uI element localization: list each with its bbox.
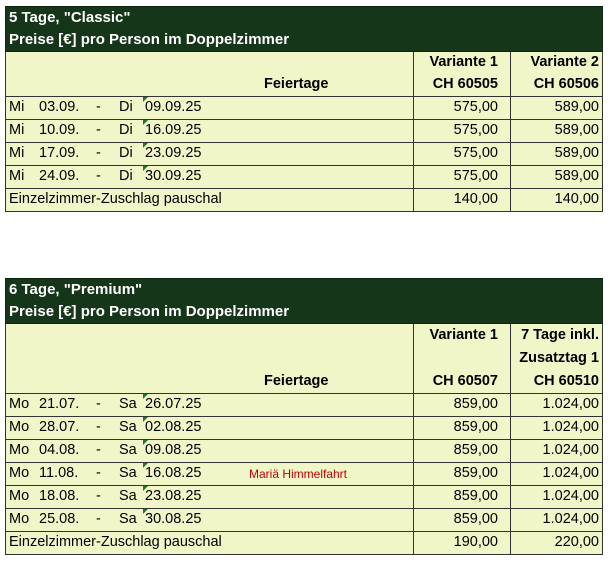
- date-separator: -: [96, 396, 101, 412]
- end-date: 23.09.25: [145, 145, 202, 161]
- table-row: [5, 486, 603, 509]
- end-date: 02.08.25: [145, 419, 202, 435]
- column-header: [5, 324, 603, 394]
- variant1-header: Variante 1: [429, 327, 498, 343]
- surcharge-price-2: 220,00: [554, 534, 599, 550]
- start-date: 04.08.: [39, 442, 80, 458]
- price-variant-1: 859,00: [453, 419, 498, 435]
- price-table-classic: [5, 6, 603, 212]
- start-date: 24.09.: [39, 168, 80, 184]
- column-header: [5, 52, 603, 97]
- end-weekday: Sa: [119, 488, 137, 504]
- table-row: [5, 440, 603, 463]
- date-separator: -: [96, 419, 101, 435]
- table-row: [5, 166, 603, 189]
- table-row: [5, 143, 603, 166]
- start-weekday: Mo: [9, 511, 30, 527]
- holiday-note: Mariä Himmelfahrt: [249, 467, 348, 481]
- price-variant-1: 859,00: [453, 488, 498, 504]
- price-variant-1: 859,00: [453, 465, 498, 481]
- date-separator: -: [96, 168, 101, 184]
- variant2-subheader: Zusatztag 1: [519, 350, 599, 366]
- variant2-code: CH 60510: [533, 373, 599, 389]
- single-room-surcharge-row: [5, 189, 603, 212]
- single-room-surcharge-row: [5, 532, 603, 555]
- start-weekday: Mo: [9, 465, 30, 481]
- start-weekday: Mi: [9, 122, 25, 138]
- variant2-header: 7 Tage inkl.: [521, 327, 599, 343]
- end-weekday: Di: [119, 145, 133, 161]
- table-row: [5, 463, 603, 486]
- surcharge-price-1: 190,00: [453, 534, 498, 550]
- start-weekday: Mo: [9, 488, 30, 504]
- price-table-premium: [5, 278, 603, 555]
- surcharge-label: Einzelzimmer-Zuschlag pauschal: [9, 191, 222, 207]
- table-row: [5, 120, 603, 143]
- end-weekday: Di: [119, 168, 133, 184]
- price-variant-1: 575,00: [453, 145, 498, 161]
- holidays-header: Feiertage: [264, 373, 329, 389]
- date-separator: -: [96, 442, 101, 458]
- start-date: 11.08.: [39, 465, 79, 481]
- variant1-code: CH 60505: [432, 76, 498, 92]
- surcharge-label: Einzelzimmer-Zuschlag pauschal: [9, 534, 222, 550]
- end-date: 09.08.25: [145, 442, 202, 458]
- date-separator: -: [96, 511, 101, 527]
- start-date: 10.09.: [39, 122, 80, 138]
- date-separator: -: [96, 122, 101, 138]
- end-date: 09.09.25: [145, 99, 202, 115]
- price-variant-1: 859,00: [453, 396, 498, 412]
- variant1-code: CH 60507: [432, 373, 498, 389]
- price-variant-1: 575,00: [453, 168, 498, 184]
- table-row: [5, 394, 603, 417]
- end-weekday: Sa: [119, 465, 137, 481]
- start-date: 28.07.: [39, 419, 80, 435]
- start-weekday: Mo: [9, 442, 30, 458]
- holidays-header: Feiertage: [264, 76, 329, 92]
- end-weekday: Di: [119, 122, 133, 138]
- end-date: 30.09.25: [145, 168, 202, 184]
- variant2-header: Variante 2: [530, 54, 599, 70]
- table-title: 5 Tage, "Classic": [9, 9, 131, 26]
- price-variant-2: 1.024,00: [542, 419, 599, 435]
- start-weekday: Mi: [9, 99, 25, 115]
- price-variant-2: 1.024,00: [542, 488, 599, 504]
- end-date: 26.07.25: [145, 396, 202, 412]
- table-row: [5, 509, 603, 532]
- start-date: 21.07.: [39, 396, 80, 412]
- start-weekday: Mo: [9, 396, 30, 412]
- table-subtitle: Preise [€] pro Person im Doppelzimmer: [9, 303, 290, 320]
- end-weekday: Di: [119, 99, 133, 115]
- table-row: [5, 97, 603, 120]
- price-variant-1: 575,00: [453, 122, 498, 138]
- start-date: 17.09.: [39, 145, 80, 161]
- price-variant-2: 1.024,00: [542, 396, 599, 412]
- end-date: 23.08.25: [145, 488, 202, 504]
- date-separator: -: [96, 465, 101, 481]
- start-weekday: Mi: [9, 145, 25, 161]
- table-title: 6 Tage, "Premium": [9, 281, 143, 298]
- price-variant-1: 859,00: [453, 511, 498, 527]
- price-variant-2: 1.024,00: [542, 465, 599, 481]
- price-variant-1: 575,00: [453, 99, 498, 115]
- end-weekday: Sa: [119, 442, 137, 458]
- table-header-classic: [5, 6, 603, 52]
- price-variant-2: 589,00: [554, 99, 599, 115]
- surcharge-price-2: 140,00: [554, 191, 599, 207]
- start-weekday: Mo: [9, 419, 30, 435]
- start-weekday: Mi: [9, 168, 25, 184]
- price-variant-2: 589,00: [554, 122, 599, 138]
- end-date: 30.08.25: [145, 511, 202, 527]
- start-date: 03.09.: [39, 99, 80, 115]
- variant2-code: CH 60506: [533, 76, 599, 92]
- end-date: 16.09.25: [145, 122, 202, 138]
- start-date: 25.08.: [39, 511, 80, 527]
- table-subtitle: Preise [€] pro Person im Doppelzimmer: [9, 31, 290, 48]
- end-date: 16.08.25: [145, 465, 202, 481]
- variant1-header: Variante 1: [429, 54, 498, 70]
- end-weekday: Sa: [119, 396, 137, 412]
- price-variant-2: 589,00: [554, 168, 599, 184]
- date-separator: -: [96, 488, 101, 504]
- price-variant-2: 1.024,00: [542, 442, 599, 458]
- table-row: [5, 417, 603, 440]
- date-separator: -: [96, 145, 101, 161]
- date-separator: -: [96, 99, 101, 115]
- price-variant-1: 859,00: [453, 442, 498, 458]
- end-weekday: Sa: [119, 511, 137, 527]
- table-header-premium: [5, 278, 603, 324]
- end-weekday: Sa: [119, 419, 137, 435]
- price-variant-2: 1.024,00: [542, 511, 599, 527]
- start-date: 18.08.: [39, 488, 80, 504]
- price-variant-2: 589,00: [554, 145, 599, 161]
- surcharge-price-1: 140,00: [453, 191, 498, 207]
